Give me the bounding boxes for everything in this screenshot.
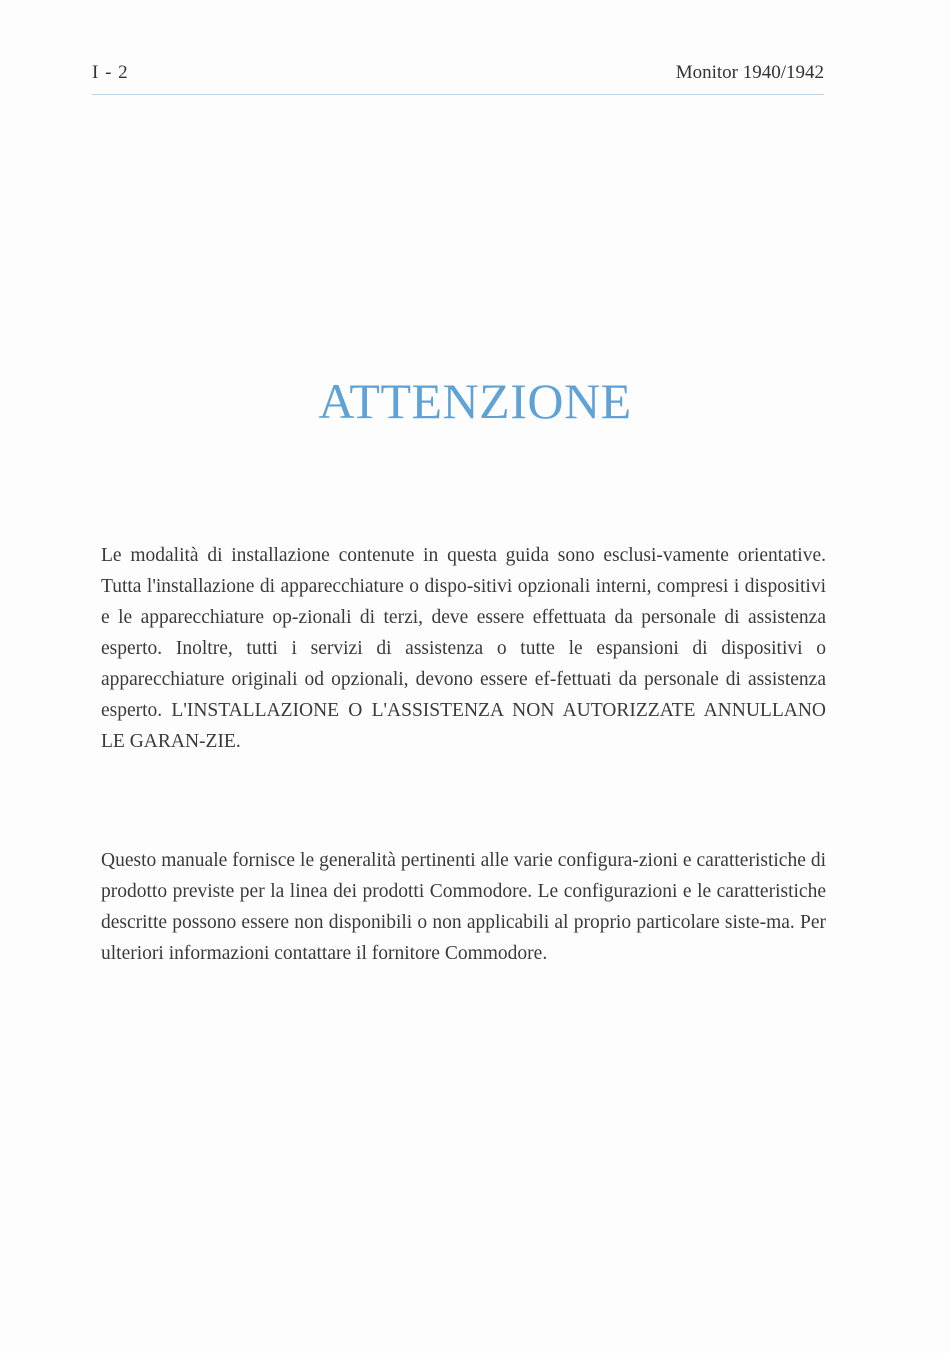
page-number: I - 2	[92, 62, 129, 83]
document-title: Monitor 1940/1942	[675, 62, 824, 83]
warning-paragraph-installation: Le modalità di installazione contenute in questa guida sono esclusi-vamente orientative. Tutta l'installazione di apparecchiature o dispo-sitivi opzionali interni, compresi i dispositivi e le apparecchiature op-zionali di terzi, deve essere effettuata da personale di assistenza esperto. Inoltre, tutti i servizi di assistenza o tutte le espansioni di dispositivi o apparecchiature originali od opzionali, devono essere ef-fettuati da personale di assistenza esperto. L'INSTALLAZIONE O L'ASSISTENZA NON AUTORIZZATE ANNULLANO LE GARAN-ZIE.	[101, 545, 826, 752]
page-header	[92, 62, 824, 95]
warning-heading: ATTENZIONE	[318, 373, 632, 429]
warning-paragraph-configurations: Questo manuale fornisce le generalità pertinenti alle varie configura-zioni e caratteristiche di prodotto previste per la linea dei prodotti Commodore. Le configurazioni e le caratteristiche descritte possono essere non disponibili o non applicabili al proprio particolare siste-ma. Per ulteriori informazioni contattare il fornitore Commodore.	[101, 850, 826, 964]
